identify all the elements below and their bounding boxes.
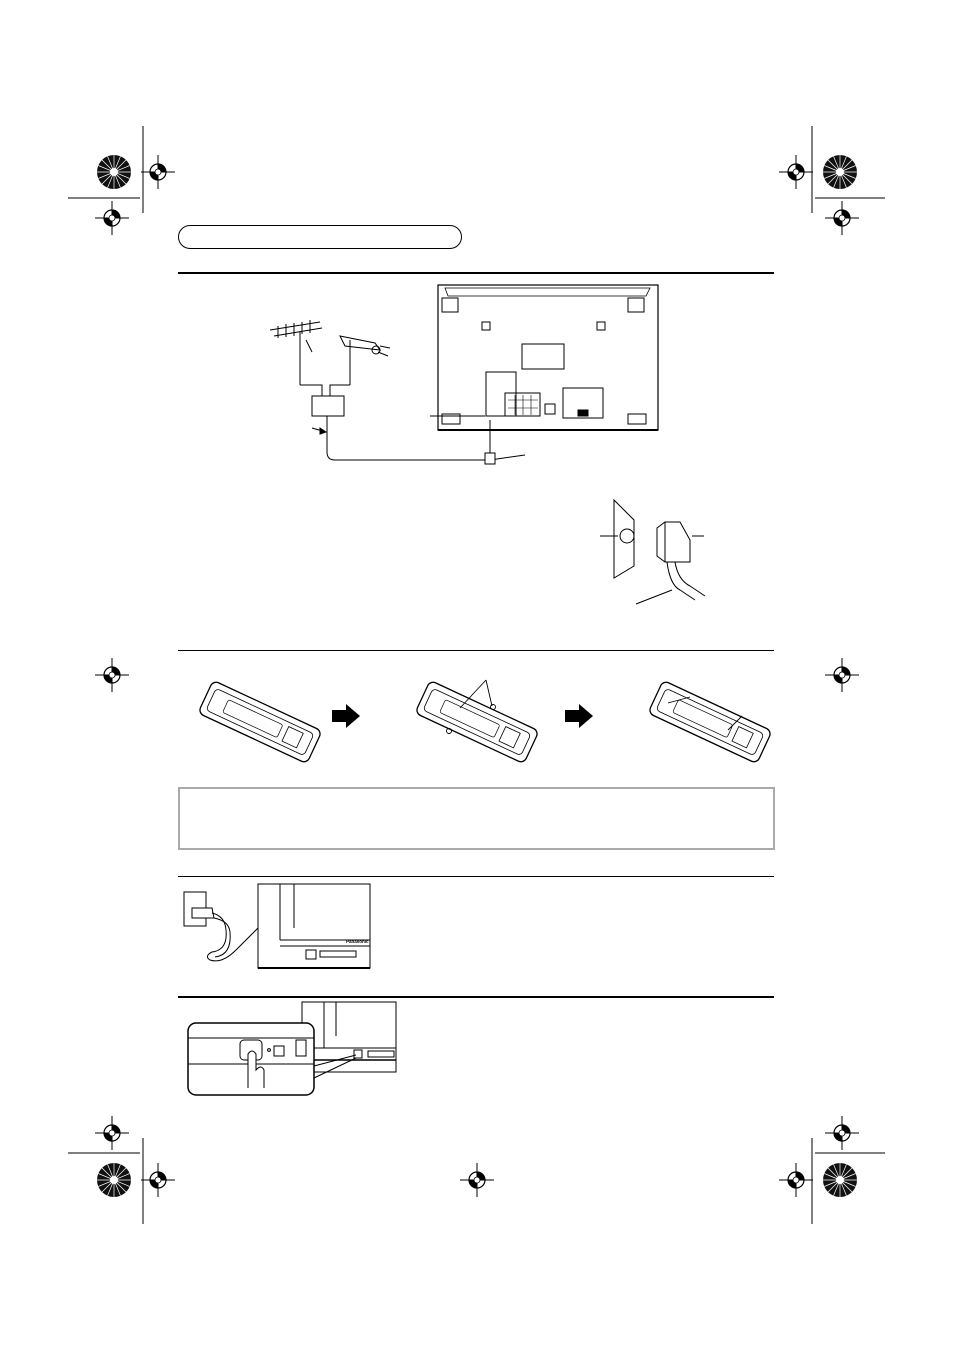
tv-brand-label: Panasonic <box>346 939 369 944</box>
